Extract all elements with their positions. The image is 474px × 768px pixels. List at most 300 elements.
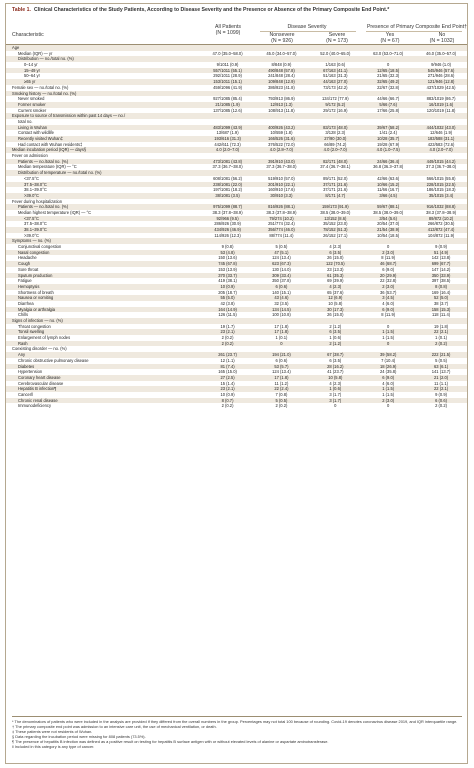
row-value: 35/1015 (3.4): [428, 192, 454, 198]
row-value: 201/910 (22.1): [268, 181, 295, 187]
row-label: Distribution of temperature — no./total no. (%): [18, 170, 102, 176]
row-value: 104/872 (11.9): [427, 232, 455, 238]
row-value: 17 (1.8): [274, 323, 289, 329]
row-value: 22 (2.4): [274, 386, 289, 392]
row-value: 38.3 (37.8–38.9): [212, 209, 243, 215]
row-label: Throat congestion: [18, 323, 51, 329]
row-value: 159/173 (91.9): [321, 204, 349, 210]
row-value: 46 (68.7): [379, 261, 397, 267]
row-value: 21 (2.0): [434, 374, 449, 380]
row-value: 32 (3.5): [274, 300, 289, 306]
row-value: 65 (37.6): [327, 289, 344, 295]
row-value: 4.0 (2.0–7.0): [323, 147, 347, 153]
row-label: Cerebrovascular disease: [18, 380, 64, 386]
row-value: 4 (2.3): [329, 244, 342, 250]
row-value: 78/152 (51.3): [323, 227, 348, 232]
header-yes-label: Yes: [385, 32, 395, 38]
row-label: Median temperature (IQR) — °C: [18, 164, 77, 170]
row-label: Coronary heart disease: [18, 374, 61, 380]
row-value: 927/1085 (85.4): [213, 96, 242, 102]
row-value: 0: [387, 244, 390, 250]
row-value: 52.0 (40.0–65.0): [320, 50, 351, 56]
row-value: 19 (1.7): [220, 323, 235, 329]
row-value: 47.0 (35.0–58.0): [212, 50, 243, 56]
row-value: 419 (38.1): [218, 278, 237, 284]
row-value: 109/848 (12.9): [268, 79, 295, 85]
row-value: 69 (39.9): [327, 278, 344, 284]
row-value: 2 (3.0): [382, 249, 395, 255]
row-value: 37/171 (21.6): [323, 181, 348, 187]
row-value: 4.0 (2.0–7.0): [215, 147, 240, 153]
row-value: 88/774 (11.4): [269, 232, 294, 238]
row-value: 30/910 (3.3): [270, 192, 293, 198]
row-value: 557/1011 (55.1): [213, 67, 242, 73]
row-value: 2 (0.2): [275, 403, 288, 409]
row-value: 53 (4.8): [220, 249, 235, 255]
row-value: 26 (15.0): [327, 312, 344, 318]
row-label: Median incubation period (IQR) — days§: [12, 147, 87, 153]
table-title-row: [6, 4, 467, 16]
header-nonsevere-n: (N = 926): [271, 38, 293, 44]
row-value: 164 (14.9): [218, 306, 237, 312]
row-value: 1 (0.1): [435, 335, 447, 341]
row-value: 0: [387, 323, 390, 329]
row-value: 38.3 (37.8–38.9): [266, 209, 297, 215]
row-value: 61 (35.3): [327, 272, 344, 278]
row-label: 15–49 yr: [24, 67, 40, 73]
row-value: 147 (14.2): [431, 266, 451, 272]
row-value: 2 (0.2): [221, 403, 234, 409]
row-value: 13/152 (8.6): [324, 215, 347, 221]
row-value: 1 (1.5): [382, 335, 395, 341]
row-value: 24/66 (36.4): [377, 158, 400, 164]
row-value: 29/172 (16.9): [323, 107, 348, 113]
footnote: § Data regarding the incubation period were missing for 808 patients (73.5%).: [12, 734, 146, 739]
row-value: 5/66 (7.6): [379, 101, 397, 107]
row-label: Female sex — no./total no. (%): [12, 84, 69, 90]
row-value: 17 (1.8): [274, 329, 289, 335]
row-label: Smoking history — no./total no. (%): [12, 90, 77, 96]
row-value: 2 (1.2): [329, 340, 342, 346]
row-value: 6 (3.5): [329, 357, 342, 363]
table-header: [6, 16, 467, 45]
header-no-n: (N = 1032): [429, 38, 455, 44]
row-value: 21/54 (38.9): [377, 227, 400, 232]
row-value: 27/90 (30.0): [324, 136, 347, 141]
row-value: 23 (2.1): [220, 386, 235, 392]
row-value: 42/66 (63.6): [377, 175, 400, 181]
row-value: 8 (11.9): [381, 255, 396, 261]
row-value: 545/946 (57.6): [427, 67, 455, 73]
row-value: 38.5 (38.0–39.0): [320, 209, 351, 215]
row-value: 1 (0.6): [329, 335, 342, 341]
row-value: 241/848 (28.4): [268, 73, 295, 79]
row-value: 11 (1.2): [274, 380, 289, 386]
row-value: 35/152 (23.0): [323, 221, 348, 227]
footnote: ¶ The presence of hepatitis B infection was defined as a positive result on testing for hepatitis B surface antigen with or without elevated levels of alanine or aspartate aminotransferase.: [12, 739, 329, 744]
row-value: 350 (33.9): [431, 272, 451, 278]
row-value: 1 (0.1): [275, 335, 288, 341]
row-value: 20 (29.9): [379, 272, 397, 278]
row-label: Patients — no./total no. (%): [18, 158, 69, 164]
row-value: 89/171 (52.0): [323, 175, 348, 181]
row-label: Chronic renal disease: [18, 397, 58, 403]
row-label: Nasal congestion: [18, 249, 50, 255]
row-label: Chills: [18, 312, 29, 318]
row-value: 37/171 (21.6): [323, 187, 348, 193]
row-label: Sputum production: [18, 272, 53, 278]
row-value: 444/1032 (43.0): [426, 124, 456, 130]
row-value: 82/171 (48.0): [323, 158, 348, 164]
row-value: 11/66 (16.7): [377, 187, 400, 193]
row-label: Hemoptysis: [18, 283, 40, 289]
row-value: 793/913 (86.9): [268, 96, 295, 102]
row-value: 51 (4.9): [434, 249, 449, 255]
row-label: 50–64 yr: [24, 73, 40, 79]
row-value: 816/926 (88.1): [268, 204, 295, 210]
row-label: Rash: [18, 340, 28, 346]
row-value: 356/774 (46.0): [268, 227, 295, 232]
row-label: Cough: [18, 261, 31, 267]
row-value: 38.5 (38.0–39.0): [373, 209, 404, 215]
row-value: 350 (37.8): [272, 278, 291, 284]
row-value: 16/1019 (1.6): [428, 101, 454, 107]
row-value: 37.3 (36.7–38.0): [426, 164, 457, 170]
header-yes-n: (N = 67): [380, 38, 400, 44]
row-value: 6 (3.5): [329, 329, 342, 335]
row-label: Recently visited Wuhan‡: [18, 136, 63, 141]
row-value: 37.3 (36.7–38.0): [266, 164, 297, 170]
row-value: 2 (3.0): [382, 397, 395, 403]
row-value: 370 (33.7): [218, 272, 237, 278]
row-value: 7 (0.8): [275, 391, 288, 397]
row-value: 36.8 (36.3–37.8): [373, 164, 404, 170]
row-value: 100 (10.8): [272, 312, 291, 318]
row-label: Cancer‖: [18, 391, 33, 397]
row-value: 3/128 (2.3): [325, 130, 346, 136]
footnote: ‖ Included in this category is any type of cancer.: [12, 744, 95, 749]
header-all-label: All Patients: [215, 24, 241, 30]
row-label: Former smoker: [18, 101, 46, 107]
row-value: 118 (11.4): [432, 312, 451, 318]
row-value: 44/66 (66.7): [377, 96, 400, 102]
row-value: 47 (5.1): [274, 249, 289, 255]
row-value: 10/28 (35.7): [377, 136, 400, 141]
row-value: 153/1011 (15.1): [213, 79, 242, 85]
row-label: 37.5–38.0°C: [24, 181, 47, 187]
row-label: Median (IQR) — yr: [18, 50, 53, 56]
row-value: 53 (5.7): [274, 363, 289, 369]
row-value: 1/41 (2.4): [379, 130, 397, 136]
row-value: 59/67 (88.1): [377, 204, 400, 210]
row-label: Current smoker: [18, 107, 47, 113]
row-label: Contact with wildlife: [18, 130, 54, 136]
row-value: 449/1015 (44.2): [426, 158, 456, 164]
row-value: 473/1081 (43.8): [213, 158, 242, 164]
row-value: 292/1011 (28.9): [213, 73, 242, 79]
row-label: Diabetes: [18, 363, 35, 369]
row-value: 22 (2.1): [434, 386, 449, 392]
row-value: 4 (2.3): [329, 283, 342, 289]
row-label: Hypertension: [18, 369, 43, 375]
row-value: 41 (23.7): [327, 369, 344, 375]
row-value: 5 (0.5): [435, 357, 447, 363]
row-value: 142 (13.8): [431, 255, 451, 261]
row-value: 26 (15.0): [327, 255, 344, 261]
row-value: 261 (23.7): [218, 352, 237, 358]
row-label: Tonsil swelling: [18, 329, 45, 335]
row-value: 6 (9.0): [382, 266, 395, 272]
header-yes: [364, 32, 416, 44]
row-label: Enlargement of lymph nodes: [18, 335, 71, 341]
row-value: 160/910 (17.6): [268, 187, 295, 193]
header-no: [416, 32, 468, 44]
row-value: 7 (10.4): [381, 357, 396, 363]
row-label: Myalgia or arthralgia: [18, 306, 56, 312]
row-value: 186/1015 (18.3): [426, 187, 456, 193]
row-value: 437/1029 (42.5): [426, 84, 456, 90]
row-value: 42 (3.8): [220, 300, 235, 306]
header-disease-severity: Disease Severity: [287, 24, 327, 30]
row-value: 519/910 (57.0): [268, 175, 295, 181]
row-value: 81 (7.4): [220, 363, 235, 369]
row-value: 38.3 (37.8–38.9): [426, 209, 457, 215]
row-label: Sore throat: [18, 266, 39, 272]
row-value: 8 (0.8): [435, 283, 447, 289]
row-label: Age: [12, 45, 20, 50]
row-value: 24 (35.8): [379, 369, 397, 375]
row-value: 52 (5.0): [434, 295, 449, 301]
row-value: 67 (38.7): [327, 352, 344, 358]
row-label: Conjunctival congestion: [18, 244, 62, 250]
row-label: Symptoms — no. (%): [12, 238, 51, 244]
row-value: 108/913 (11.8): [268, 107, 295, 113]
row-value: 286/926 (30.9): [214, 221, 241, 227]
row-value: 6 (0.6): [275, 357, 288, 363]
table-footnotes: [12, 716, 462, 749]
row-label: <37.5°C: [24, 215, 39, 221]
row-label: Nausea or vomiting: [18, 295, 54, 301]
row-value: 10 (5.8): [328, 300, 343, 306]
row-value: 4.0 (2.8–7.0): [269, 147, 294, 153]
row-value: 6 (3.5): [329, 249, 342, 255]
row-value: 121/946 (12.8): [427, 79, 455, 85]
row-value: 19/28 (67.9): [377, 141, 400, 147]
row-value: 3 (1.7): [329, 391, 342, 397]
row-value: 483/1099 (43.9): [213, 124, 242, 130]
row-label: Never smoked: [18, 96, 45, 102]
row-value: 39 (58.2): [379, 352, 397, 358]
row-value: 423/583 (72.6): [427, 141, 455, 147]
row-value: 222 (21.5): [431, 352, 451, 358]
row-value: 37.3 (36.7–38.0): [212, 164, 243, 170]
row-value: 44/163 (27.0): [323, 79, 348, 85]
row-value: 46.0 (35.0–57.0): [426, 50, 457, 56]
row-value: 2 (0.2): [435, 340, 447, 346]
row-label: Shortness of breath: [18, 289, 54, 295]
row-label: total no.: [18, 118, 33, 124]
row-label: 37.5–38.0°C: [24, 221, 47, 227]
row-label: Median highest temperature (IQR) — °C: [18, 209, 92, 215]
row-value: 8/171 (4.7): [325, 192, 346, 198]
row-value: 124 (13.4): [272, 369, 291, 375]
row-value: 43 (4.6): [274, 295, 289, 301]
row-value: 45.0 (34.0–57.0): [266, 50, 297, 56]
row-value: 114/926 (12.3): [214, 232, 241, 238]
row-value: 5 (0.5): [275, 244, 288, 250]
row-value: 36 (53.7): [379, 289, 397, 295]
row-value: 0: [387, 62, 390, 68]
row-value: 23 (2.1): [220, 329, 235, 335]
row-label: Any: [18, 352, 26, 358]
row-value: 27 (2.5): [220, 374, 235, 380]
row-value: 166/526 (31.6): [268, 136, 295, 141]
row-value: 55 (5.0): [220, 295, 235, 301]
row-value: 4 (6.0): [382, 300, 395, 306]
row-value: 73/173 (42.2): [323, 84, 348, 90]
row-value: 271/946 (28.6): [427, 73, 455, 79]
row-value: 124 (13.4): [272, 255, 291, 261]
row-value: 2 (3.0): [382, 283, 395, 289]
row-value: 0: [387, 340, 390, 346]
row-value: 30 (17.3): [327, 306, 344, 312]
row-value: 745 (67.8): [218, 261, 237, 267]
row-value: 10/54 (18.5): [377, 232, 400, 238]
row-value: 975/1099 (88.7): [213, 204, 242, 210]
row-value: 18 (26.9): [379, 363, 397, 369]
row-value: 9/946 (1.0): [431, 62, 451, 68]
row-value: 63.0 (53.0–71.0): [373, 50, 404, 56]
row-value: 266/872 (30.5): [427, 221, 455, 227]
table-frame: [5, 3, 468, 764]
row-value: 10 (5.8): [328, 374, 343, 380]
row-value: 66/89 (74.2): [324, 141, 347, 147]
row-value: 9/1011 (0.9): [216, 62, 239, 68]
row-value: 10/66 (15.2): [377, 181, 400, 187]
row-value: 3/66 (4.5): [379, 192, 397, 198]
header-primary-end-point: Presence of Primary Composite End Point†: [366, 24, 468, 30]
row-value: 9 (0.9): [435, 244, 447, 250]
header-all-patients: [202, 24, 254, 36]
row-value: 120/1019 (11.8): [426, 107, 456, 113]
row-label: Exposure to source of transmission within past 14 days — no./: [12, 113, 126, 119]
row-label: Hepatitis B infection¶: [18, 386, 57, 392]
row-value: 22/67 (32.8): [377, 84, 400, 90]
row-value: 8/848 (0.9): [271, 62, 292, 68]
row-value: 400/926 (43.2): [268, 124, 295, 130]
row-value: 397 (38.5): [431, 278, 451, 284]
footnote: † The primary composite end point was admission to an intensive care unit, the use of mechanical ventilation, or death.: [12, 724, 217, 729]
row-value: 699 (67.7): [431, 261, 451, 267]
row-value: 608/1081 (56.2): [213, 175, 242, 181]
row-value: 39/67 (58.2): [377, 124, 400, 130]
row-value: 6 (0.6): [435, 397, 447, 403]
row-value: 251/774 (32.4): [268, 221, 295, 227]
row-value: 183/588 (31.1): [427, 136, 455, 141]
row-value: 9/172 (5.2): [325, 101, 346, 107]
row-value: 391/910 (43.0): [268, 158, 295, 164]
row-value: 623 (67.3): [272, 261, 291, 267]
row-value: 38/1081 (3.5): [215, 192, 240, 198]
row-label: >39.0°C: [24, 232, 39, 238]
row-value: 566/1015 (55.8): [426, 175, 456, 181]
row-value: 2 (0.2): [221, 335, 234, 341]
row-value: 11 (1.1): [434, 380, 448, 386]
row-label: 38.1–39.0°C: [24, 227, 47, 232]
row-value: 3 (4.5): [382, 295, 395, 301]
header-nonsevere: [256, 32, 308, 44]
row-value: 2 (0.2): [435, 403, 447, 409]
row-value: 197/1081 (18.2): [213, 187, 242, 193]
row-value: 3/54 (5.6): [379, 215, 397, 221]
row-value: 137/1085 (12.6): [213, 107, 242, 113]
row-value: 20/54 (37.0): [377, 221, 400, 227]
row-value: 0: [280, 340, 283, 346]
row-value: 386/923 (41.8): [268, 84, 295, 90]
row-value: 0: [387, 403, 390, 409]
row-label: Headache: [18, 255, 37, 261]
row-value: 1 (1.5): [382, 386, 395, 392]
header-severe-label: Severe: [328, 32, 346, 38]
row-label: Had contact with Wuhan residents‡: [18, 141, 83, 147]
row-value: 1 (0.6): [329, 386, 342, 392]
row-value: 1 (1.5): [382, 391, 395, 397]
row-label: 0–14 yr: [24, 62, 38, 68]
row-value: 22 (2.1): [434, 329, 449, 335]
table-body: [6, 45, 467, 409]
row-label: Chronic obstructive pulmonary disease: [18, 357, 89, 363]
header-characteristic: Characteristic: [12, 32, 44, 38]
row-value: 153 (13.9): [218, 266, 237, 272]
row-value: 12/646 (1.9): [430, 130, 453, 136]
table-number: Table 1.: [12, 7, 31, 13]
table-title: Clinical Characteristics of the Study Patients, According to Disease Severity and the Presence or Absence of the Primary Composite End Point.*: [33, 7, 390, 13]
row-value: 4.0 (1.0–7.5): [376, 147, 400, 153]
row-value: 2 (0.2): [221, 340, 234, 346]
row-label: Immunodeficiency: [18, 403, 51, 409]
row-value: 6 (9.0): [382, 374, 395, 380]
row-value: 2 (1.2): [329, 323, 342, 329]
row-label: Diarrhea: [18, 300, 34, 306]
row-value: 67/163 (41.1): [323, 67, 348, 73]
row-label: 38.1–39.0°C: [24, 187, 47, 193]
row-value: 21/65 (32.3): [377, 73, 400, 79]
row-value: 8 (0.7): [221, 397, 234, 403]
row-value: 0: [334, 403, 337, 409]
row-value: 238/1081 (22.0): [213, 181, 242, 187]
row-value: 10 (0.9): [220, 283, 235, 289]
row-label: Patients — no./total no. (%): [18, 204, 69, 210]
header-severe: [311, 32, 363, 44]
header-no-label: No: [438, 32, 446, 38]
row-value: 134 (14.5): [272, 306, 291, 312]
header-severe-n: (N = 173): [326, 38, 348, 44]
row-value: 10 (0.9): [220, 391, 235, 397]
row-value: 126 (11.5): [218, 312, 237, 318]
row-value: 83/173 (48.0): [323, 124, 348, 130]
row-label: Fatigue: [18, 278, 32, 284]
row-value: 12/913 (1.3): [270, 101, 293, 107]
row-value: 413/872 (47.4): [427, 227, 455, 232]
row-value: 79/274 (10.2): [269, 215, 294, 221]
row-value: 141 (13.7): [431, 369, 451, 375]
row-value: 38 (3.7): [434, 300, 449, 306]
row-value: 17/66 (25.8): [377, 107, 400, 113]
row-value: 134/172 (77.9): [321, 96, 349, 102]
row-value: 165 (15.0): [218, 369, 237, 375]
row-label: Fever during hospitalization: [12, 198, 63, 204]
row-value: 12 (6.9): [328, 295, 343, 301]
